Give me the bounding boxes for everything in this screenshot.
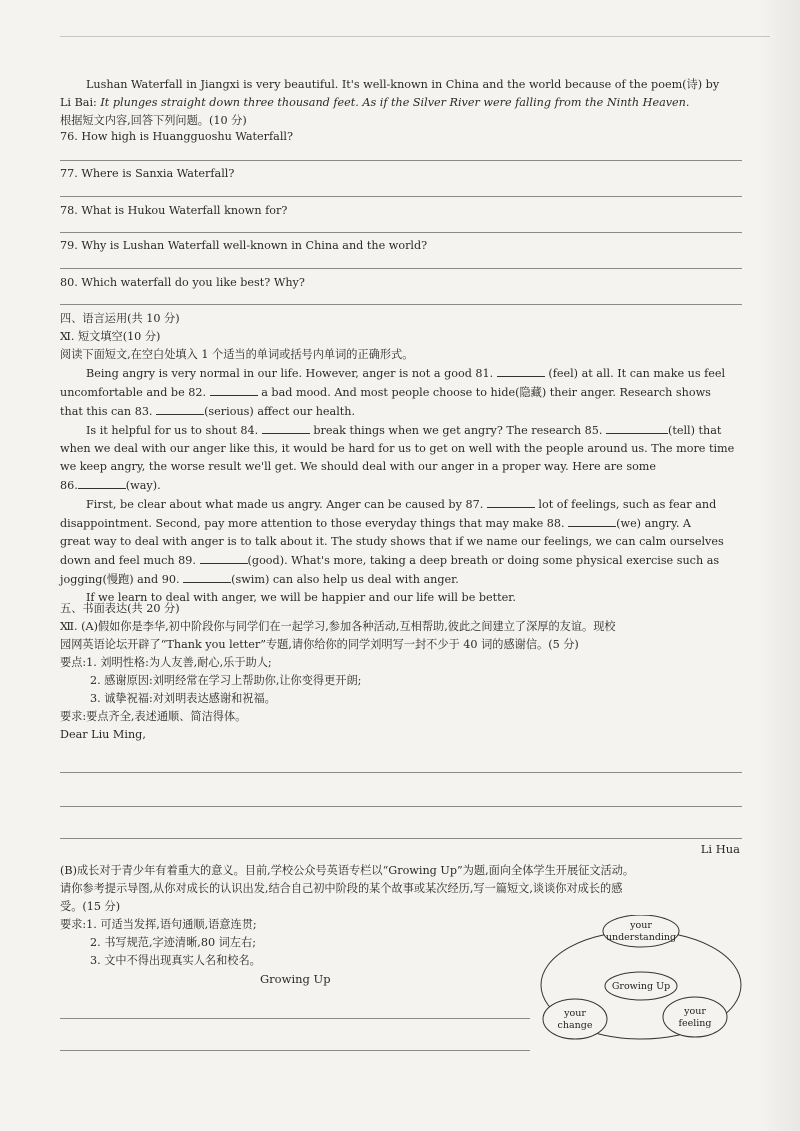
task-b-line1: (B)成长对于青少年有着重大的意义。目前,学校公众号英语专栏以“Growing Up”为题,面向全体学生开展征文活动。: [60, 864, 635, 877]
cloze-p3-line3: great way to deal with anger is to talk about it. The study shows that if we name our feelings, we can calm ourselves: [60, 535, 724, 548]
blank-84[interactable]: [262, 421, 310, 434]
passage-line-2-start: Li Bai:: [60, 96, 101, 109]
mindmap-right-line2: feeling: [678, 1018, 712, 1029]
cloze-text: disappointment. Second, pay more attention to those everyday things that may make 88.: [60, 517, 565, 530]
section-4-title: 四、语言运用(共 10 分): [60, 312, 180, 325]
poem-quote: It plunges straight down three thousand feet. As if the Silver River were falling from the Ninth Heaven.: [100, 96, 690, 109]
cloze-text: (feel) at all. It can make us feel: [548, 367, 726, 380]
task-a-point3: 3. 诚挚祝福:对刘明表达感谢和祝福。: [90, 692, 276, 705]
task-b-req3: 3. 文中不得出现真实人名和校名。: [90, 954, 261, 967]
passage-block: [60, 76, 742, 130]
task-a-requirement: 要求:要点齐全,表述通顺、简洁得体。: [60, 710, 247, 723]
task-a-line1: Ⅻ. (A)假如你是李华,初中阶段你与同学们在一起学习,参加各种活动,互相帮助,彼此之间建立了深厚的友谊。现校: [60, 620, 616, 633]
cloze-p2-line2: when we deal with our anger like this, it would be hard for us to get on well with the people around us. The more time: [60, 442, 735, 455]
letter-signature: Li Hua: [700, 842, 740, 856]
letter-salutation: Dear Liu Ming,: [60, 728, 146, 741]
cloze-text: (we) angry. A: [616, 517, 692, 530]
mindmap-center-label: Growing Up: [611, 981, 671, 992]
cloze-p1-line3: [60, 402, 742, 421]
cloze-text: Being angry is very normal in our life. However, anger is not a good 81.: [86, 367, 494, 380]
question-76: 76. How high is Huangguoshu Waterfall?: [60, 130, 293, 143]
cloze-text: Is it helpful for us to shout 84.: [86, 424, 259, 437]
task-b-req2: 2. 书写规范,字迹清晰,80 词左右;: [90, 936, 256, 949]
cloze-p4: If we learn to deal with anger, we will be happier and our life will be better.: [86, 591, 516, 604]
cloze-text: (good). What's more, taking a deep breath or doing some physical exercise such as: [247, 554, 720, 567]
cloze-p2-line3: we keep angry, the worse result we'll get. We should deal with our anger in a proper way. Here are some: [60, 460, 657, 473]
section-4-instruction: 阅读下面短文,在空白处填入 1 个适当的单词或括号内单词的正确形式。: [60, 348, 414, 361]
blank-90[interactable]: [183, 570, 231, 583]
question-77: 77. Where is Sanxia Waterfall?: [60, 167, 235, 180]
cloze-text: (serious) affect our health.: [204, 405, 356, 418]
cloze-p1-line1: [60, 364, 742, 383]
cloze-text: (swim) can also help us deal with anger.: [231, 573, 459, 586]
cloze-text: 86.: [60, 479, 78, 492]
answer-line-80[interactable]: [60, 304, 742, 305]
blank-81[interactable]: [497, 364, 545, 377]
task-b-req1: 要求:1. 可适当发挥,语句通顺,语意连贯;: [60, 918, 257, 931]
question-79: 79. Why is Lushan Waterfall well-known in China and the world?: [60, 239, 428, 252]
essay-title: Growing Up: [260, 972, 331, 986]
cloze-text: jogging(慢跑) and 90.: [60, 573, 180, 586]
essay-line-1[interactable]: [60, 1018, 530, 1019]
section-4-sub: Ⅺ. 短文填空(10 分): [60, 330, 161, 343]
cloze-p3-line2: [60, 514, 742, 533]
cloze-text: First, be clear about what made us angry. Anger can be caused by 87.: [86, 498, 484, 511]
cloze-text: down and feel much 89.: [60, 554, 196, 567]
cloze-p3-line1: [60, 495, 742, 514]
edge-shadow: [760, 0, 800, 1131]
letter-line-2[interactable]: [60, 806, 742, 807]
answer-line-79[interactable]: [60, 268, 742, 269]
question-80: 80. Which waterfall do you like best? Why?: [60, 276, 305, 289]
task-a-point2: 2. 感谢原因:刘明经常在学习上帮助你,让你变得更开朗;: [90, 674, 362, 687]
essay-line-2[interactable]: [60, 1050, 530, 1051]
mindmap-right-line1: your: [684, 1006, 706, 1017]
task-a-point1: 要点:1. 刘明性格:为人友善,耐心,乐于助人;: [60, 656, 272, 669]
cloze-text: uncomfortable and be 82.: [60, 386, 207, 399]
blank-86[interactable]: [78, 476, 126, 489]
cloze-p3-line5: [60, 570, 742, 589]
mindmap-left-line2: change: [557, 1020, 593, 1031]
cloze-passage: [60, 364, 742, 607]
growing-up-mindmap: [535, 915, 747, 1047]
cloze-text: a bad mood. And most people choose to hide(隐藏) their anger. Research shows: [261, 386, 711, 399]
section-5-a: [60, 600, 742, 744]
mindmap-node-feeling: [663, 997, 727, 1037]
task-b-line3: 受。(15 分): [60, 900, 121, 913]
passage-line-2: [60, 94, 742, 112]
question-78: 78. What is Hukou Waterfall known for?: [60, 204, 288, 217]
task-b-line2: 请你参考提示导图,从你对成长的认识出发,结合自己初中阶段的某个故事或某次经历,写一篇短文,谈谈你对成长的感: [60, 882, 623, 895]
section-4-header: [60, 310, 742, 364]
task-a-line2: 园网英语论坛开辟了“Thank you letter”专题,请你给你的同学刘明写一封不少于 40 词的感谢信。(5 分): [60, 638, 579, 651]
blank-87[interactable]: [487, 495, 535, 508]
answer-line-78[interactable]: [60, 232, 742, 233]
cloze-p1-line2: [60, 383, 742, 402]
blank-82[interactable]: [210, 383, 258, 396]
mindmap-top-line2: understanding: [605, 932, 677, 943]
cloze-text: lot of feelings, such as fear and: [538, 498, 717, 511]
cloze-p2-line1: [60, 421, 742, 440]
cloze-text: that this can 83.: [60, 405, 153, 418]
cloze-text: break things when we get angry? The research 85.: [313, 424, 603, 437]
blank-88[interactable]: [568, 514, 616, 527]
top-rule: [60, 36, 770, 37]
answer-line-77[interactable]: [60, 196, 742, 197]
cloze-p2-line4: [60, 476, 742, 495]
letter-line-1[interactable]: [60, 772, 742, 773]
mindmap-top-line1: your: [630, 920, 652, 931]
passage-instruction: 根据短文内容,回答下列问题。(10 分): [60, 114, 247, 127]
blank-85[interactable]: [606, 421, 668, 434]
answer-line-76[interactable]: [60, 160, 742, 161]
cloze-text: (tell) that: [668, 424, 722, 437]
blank-89[interactable]: [200, 551, 248, 564]
cloze-p3-line4: [60, 551, 742, 570]
section-5-title: 五、书面表达(共 20 分): [60, 602, 180, 615]
mindmap-left-line1: your: [564, 1008, 586, 1019]
blank-83[interactable]: [156, 402, 204, 415]
mindmap-node-change: [543, 999, 607, 1039]
cloze-text: (way).: [125, 479, 161, 492]
letter-line-3[interactable]: [60, 838, 742, 839]
passage-line-1: Lushan Waterfall in Jiangxi is very beautiful. It's well-known in China and the world because of the poem(诗) by: [86, 78, 720, 91]
